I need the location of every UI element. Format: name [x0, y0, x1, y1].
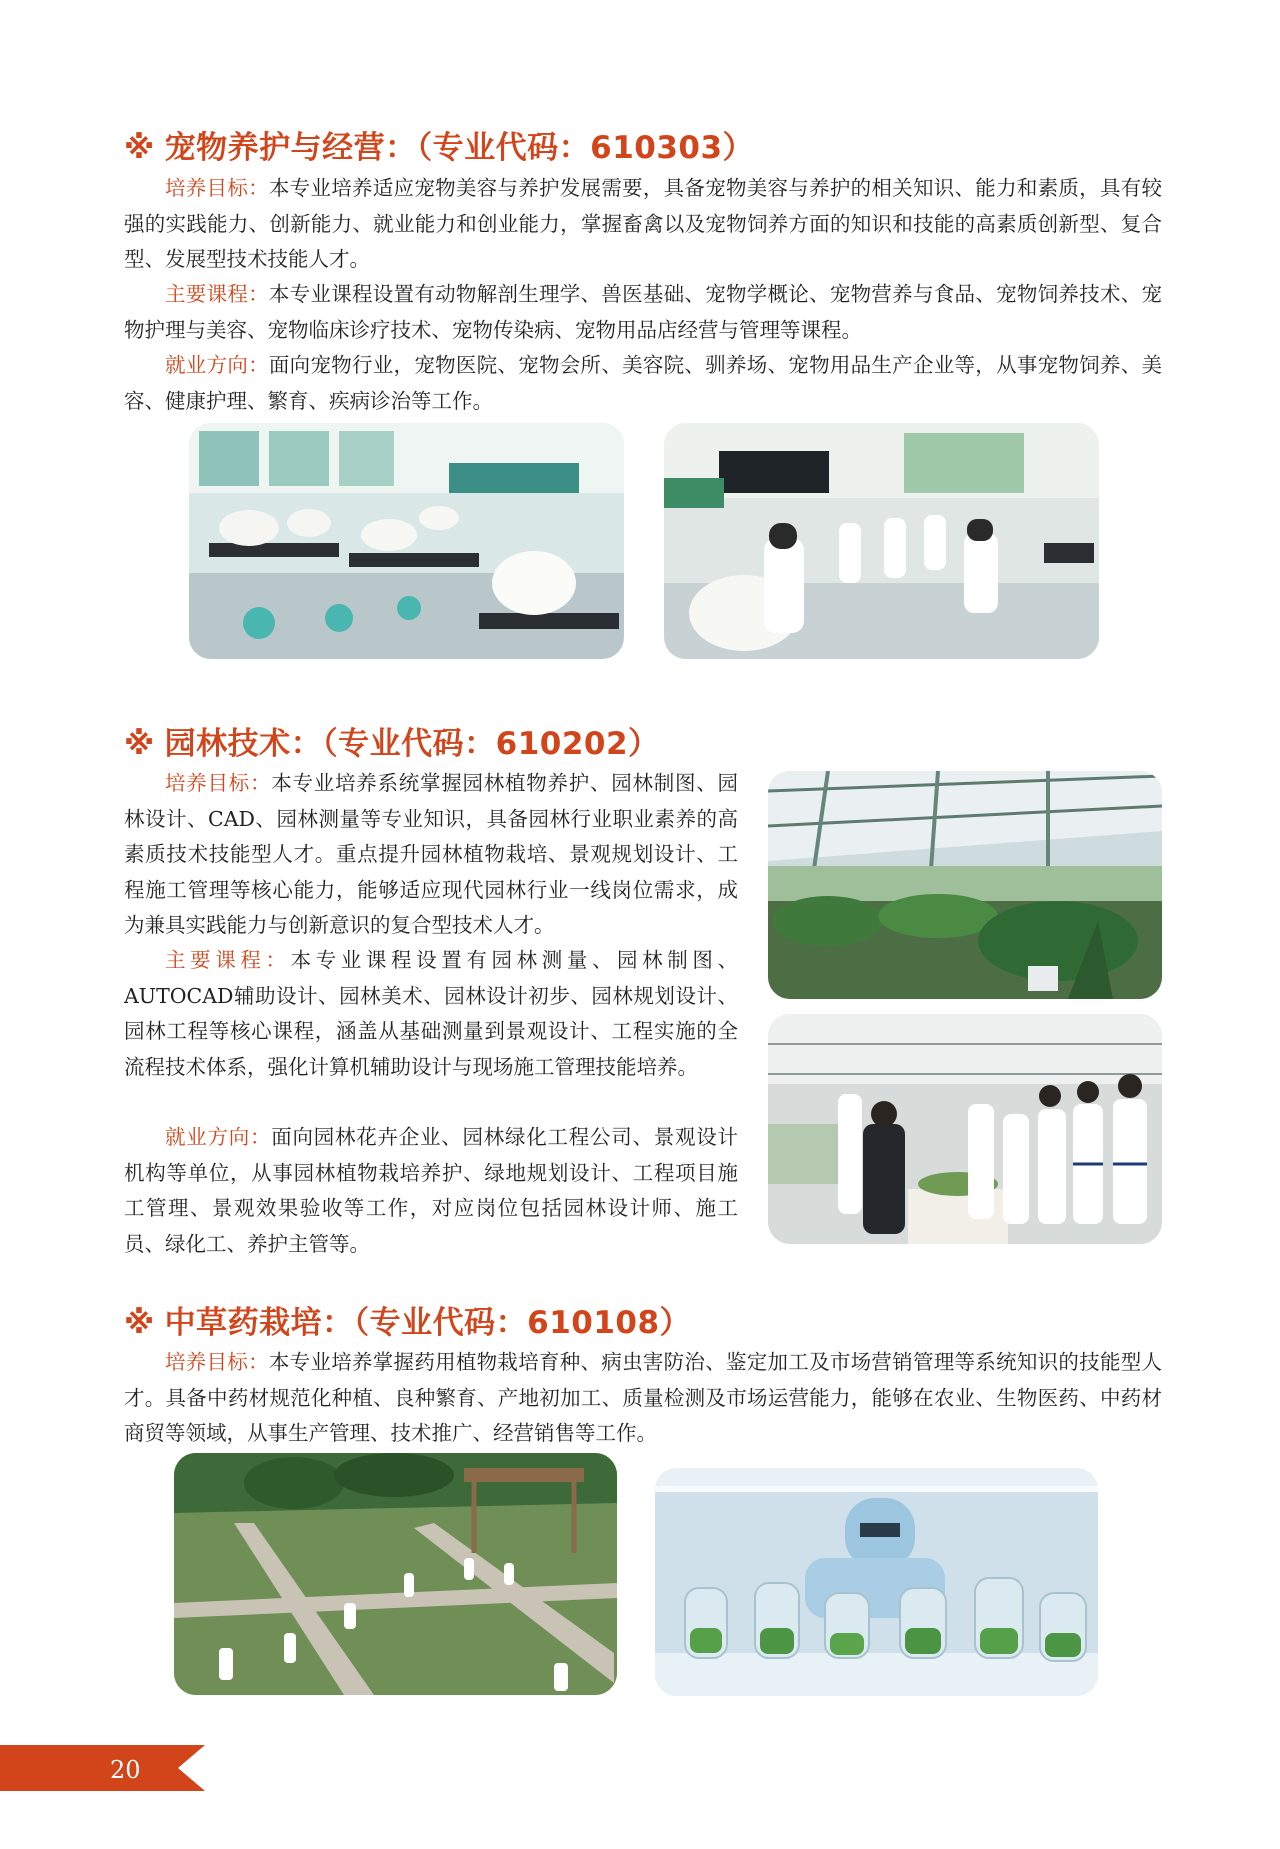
section-title-text: 中草药栽培：（专业代码：610108） [164, 1305, 692, 1341]
section-title-herbal-medicine [124, 1297, 691, 1342]
paragraph-main-courses [124, 277, 1162, 348]
paragraph-label: 主要课程： [165, 282, 269, 306]
reference-mark: ※ [124, 1305, 155, 1341]
paragraph-text: 面向园林花卉企业、园林绿化工程公司、景观设计机构等单位，从事园林植物栽培养护、绿地规划设计、工程项目施工管理、景观效果验收等工作，对应岗位包括园林设计师、施工员、绿化工、养护主管等。 [124, 1125, 738, 1256]
section-title-text: 宠物养护与经营：（专业代码：610303） [164, 130, 755, 166]
tissue-culture-lab-photo [655, 1468, 1098, 1696]
pet-grooming-lab-photo [189, 423, 624, 659]
reference-mark: ※ [124, 726, 155, 762]
paragraph-training-goal [124, 171, 1162, 278]
greenhouse-students-photo [768, 1014, 1162, 1244]
paragraph-training-goal [124, 766, 738, 944]
section-title-text: 园林技术：（专业代码：610202） [164, 726, 660, 762]
paragraph-employment [124, 1120, 738, 1262]
section-title-pet-care [124, 122, 754, 167]
paragraph-training-goal [124, 1345, 1162, 1452]
section-title-landscape [124, 718, 660, 763]
paragraph-text: 本专业课程设置有园林测量、园林制图、AUTOCAD辅助设计、园林美术、园林设计初步、园林规划设计、园林工程等核心课程，涵盖从基础测量到景观设计、工程实施的全流程技术体系，强化计算机辅助设计与现场施工管理技能培养。 [124, 948, 739, 1079]
herb-garden-photo [174, 1453, 617, 1695]
paragraph-text: 本专业课程设置有动物解剖生理学、兽医基础、宠物学概论、宠物营养与食品、宠物饲养技术、宠物护理与美容、宠物临床诊疗技术、宠物传染病、宠物用品店经营与管理等课程。 [124, 282, 1163, 342]
paragraph-label: 培养目标： [165, 176, 269, 200]
paragraph-label: 培养目标： [165, 771, 272, 795]
paragraph-text: 本专业培养掌握药用植物栽培育种、病虫害防治、鉴定加工及市场营销管理等系统知识的技能型人才。具备中药材规范化种植、良种繁育、产地初加工、质量检测及市场运营能力，能够在农业、生物医药、中药材商贸等领域，从事生产管理、技术推广、经营销售等工作。 [124, 1350, 1163, 1445]
paragraph-label: 就业方向： [165, 1125, 272, 1149]
paragraph-text: 本专业培养适应宠物美容与养护发展需要，具备宠物美容与养护的相关知识、能力和素质，具有较强的实践能力、创新能力、就业能力和创业能力，掌握畜禽以及宠物饲养方面的知识和技能的高素质创新型、复合型、发展型技术技能人才。 [124, 176, 1163, 271]
page-number: 20 [110, 1756, 141, 1784]
paragraph-employment [124, 348, 1162, 419]
page-number-tab [0, 1745, 205, 1791]
paragraph-main-courses [124, 943, 738, 1085]
paragraph-text: 面向宠物行业，宠物医院、宠物会所、美容院、驯养场、宠物用品生产企业等，从事宠物饲养、美容、健康护理、繁育、疾病诊治等工作。 [124, 353, 1163, 413]
paragraph-label: 就业方向： [165, 353, 269, 377]
pet-grooming-class-photo [664, 423, 1099, 659]
paragraph-label: 培养目标： [165, 1350, 269, 1374]
greenhouse-photo [768, 771, 1162, 999]
paragraph-text: 本专业培养系统掌握园林植物养护、园林制图、园林设计、CAD、园林测量等专业知识，具备园林行业职业素养的高素质技术技能型人才。重点提升园林植物栽培、景观规划设计、工程施工管理等核心能力，能够适应现代园林行业一线岗位需求，成为兼具实践能力与创新意识的复合型技术人才。 [124, 771, 738, 937]
paragraph-label: 主要课程： [165, 948, 291, 972]
reference-mark: ※ [124, 130, 155, 166]
